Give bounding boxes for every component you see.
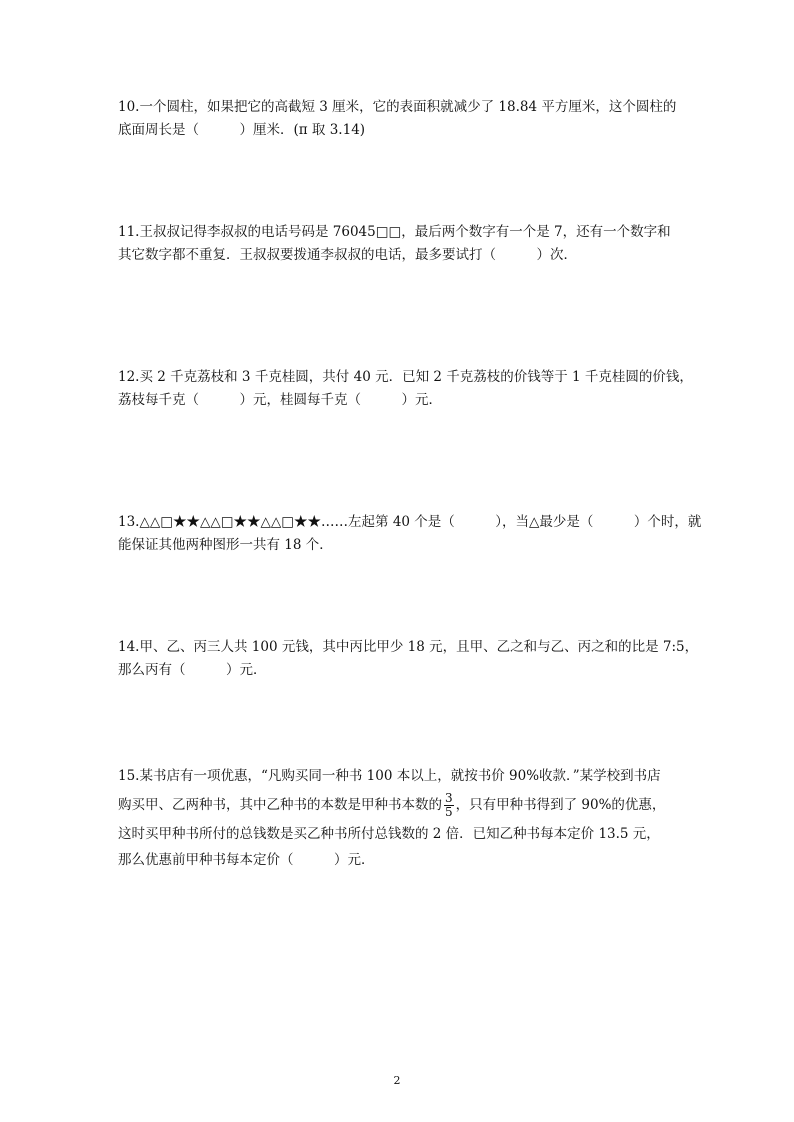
question-15-line-4: 那么优惠前甲种书每本定价（ ）元． bbox=[118, 852, 375, 868]
question-15-line-2-text-before: 购买甲、乙两种书，其中乙种书的本数是甲种书本数的 bbox=[118, 797, 442, 813]
question-15-line-3: 这时买甲种书所付的总钱数是买乙种书所付总钱数的 2 倍．已知乙种书每本定价 13.5 元， bbox=[118, 826, 660, 842]
question-11-line-2: 其它数字都不重复．王叔叔要拨通李叔叔的电话，最多要试打（ ）次． bbox=[118, 247, 577, 263]
fraction-denominator: 5 bbox=[445, 805, 453, 819]
fraction-three-fifths bbox=[444, 792, 454, 819]
question-10 bbox=[118, 96, 688, 142]
question-11 bbox=[118, 221, 688, 267]
question-12-line-2: 荔枝每千克（ ）元，桂圆每千克（ ）元． bbox=[118, 392, 442, 408]
page-number: 2 bbox=[393, 1074, 401, 1087]
question-13-line-1: 13.△△□★★△△□★★△△□★★……左起第 40 个是（ ），当△最少是（ ）个时，就 bbox=[118, 514, 702, 530]
question-10-line-1: 10.一个圆柱，如果把它的高截短 3 厘米，它的表面积就减少了 18.84 平方厘米，这个圆柱的 bbox=[118, 99, 677, 115]
question-15-line-1: 15.某书店有一项优惠，“凡购买同一种书 100 本以上，就按书价 90%收款．”某学校到书店 bbox=[118, 768, 661, 784]
question-11-line-1: 11.王叔叔记得李叔叔的电话号码是 76045□□，最后两个数字有一个是 7，还有一个数字和 bbox=[118, 224, 671, 240]
question-14-line-1: 14.甲、乙、丙三人共 100 元钱，其中丙比甲少 18 元，且甲、乙之和与乙、丙之和的比是 7:5， bbox=[118, 639, 699, 655]
question-15 bbox=[118, 763, 688, 873]
question-10-line-2: 底面周长是（ ）厘米．(π 取 3.14) bbox=[118, 122, 366, 138]
question-15-line-2 bbox=[118, 789, 688, 821]
question-15-line-2-text-after: ，只有甲种书得到了 90%的优惠， bbox=[455, 797, 666, 813]
question-14 bbox=[118, 636, 699, 682]
question-13 bbox=[118, 511, 702, 557]
question-12 bbox=[118, 366, 693, 412]
question-12-line-1: 12.买 2 千克荔枝和 3 千克桂圆，共付 40 元．已知 2 千克荔枝的价钱等于 1 千克桂圆的价钱， bbox=[118, 369, 693, 385]
question-13-line-2: 能保证其他两种图形一共有 18 个． bbox=[118, 537, 333, 553]
question-14-line-2: 那么丙有（ ）元． bbox=[118, 662, 267, 678]
fraction-numerator: 3 bbox=[445, 791, 453, 805]
